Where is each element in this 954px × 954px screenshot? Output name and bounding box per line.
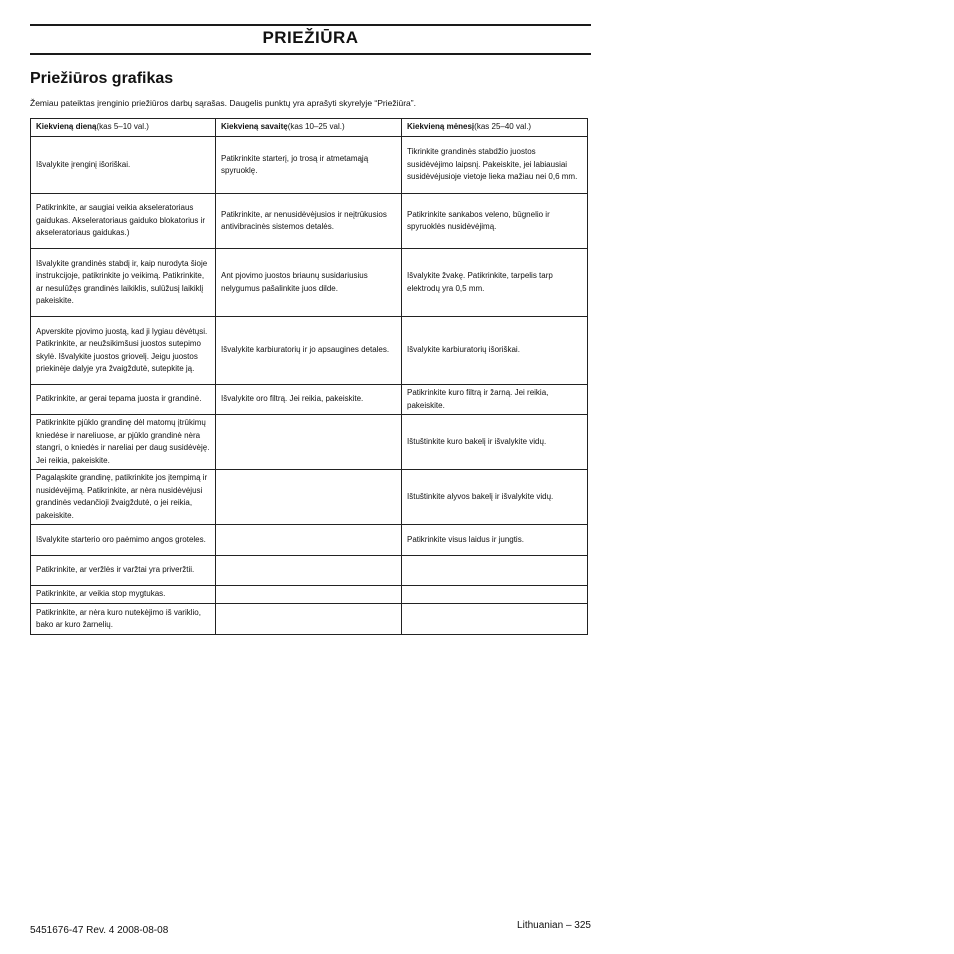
table-cell: Tikrinkite grandinės stabdžio juostos susidėvėjimo laipsnį. Pakeiskite, jei labiausiai susidėvėjusioje vietoje lieka mažiau nei 0,6 mm. — [402, 137, 588, 194]
table-cell: Patikrinkite starterį, jo trosą ir atmetamąją spyruoklę. — [216, 137, 402, 194]
table-cell: Patikrinkite, ar nenusidėvėjusios ir neįtrūkusios antivibracinės sistemos detalės. — [216, 194, 402, 249]
table-row — [31, 385, 588, 415]
table-cell — [402, 604, 588, 635]
document-id: 5451676-47 Rev. 4 2008-08-08 — [30, 925, 169, 936]
table-row — [31, 249, 588, 317]
header-daily-label: Kiekvieną dieną — [36, 122, 97, 132]
table-cell: Ištuštinkite kuro bakelį ir išvalykite vidų. — [402, 415, 588, 470]
table-cell: Išvalykite starterio oro paėmimo angos groteles. — [31, 525, 216, 556]
table-row — [31, 470, 588, 525]
header-monthly — [402, 119, 588, 137]
table-header-row — [31, 119, 588, 137]
table-cell: Patikrinkite, ar nėra kuro nutekėjimo iš variklio, bako ar kuro žarnelių. — [31, 604, 216, 635]
table-cell — [216, 525, 402, 556]
table-cell: Išvalykite karbiuratorių ir jo apsaugines detales. — [216, 317, 402, 385]
table-row — [31, 525, 588, 556]
table-cell: Patikrinkite kuro filtrą ir žarną. Jei reikia, pakeiskite. — [402, 385, 588, 415]
table-cell — [216, 470, 402, 525]
table-cell: Apverskite pjovimo juostą, kad ji lygiau dėvėtųsi. Patikrinkite, ar neužsikimšusi juostos sutepimo skylė. Išvalykite juostos griovelį. Jeigu juostos priekinėje dalyje yra žvaigždutė, sutepkite ją. — [31, 317, 216, 385]
table-row — [31, 604, 588, 635]
table-cell: Patikrinkite, ar gerai tepama juosta ir grandinė. — [31, 385, 216, 415]
page-title: PRIEŽIŪRA — [262, 28, 359, 47]
table-cell — [216, 604, 402, 635]
header-weekly-interval: (kas 10–25 val.) — [287, 122, 345, 132]
header-daily-interval: (kas 5–10 val.) — [96, 122, 149, 132]
table-cell: Patikrinkite pjūklo grandinę dėl matomų įtrūkimų kniedėse ir nareliuose, ar pjūklo grandinė nėra stangri, o kniedės ir nareliai per daug susidėvėję. Jei reikia, pakeiskite. — [31, 415, 216, 470]
header-monthly-interval: (kas 25–40 val.) — [474, 122, 532, 132]
table-cell: Išvalykite grandinės stabdį ir, kaip nurodyta šioje instrukcijoje, patikrinkite jo veikimą. Patikrinkite, ar nesulūžęs grandinės laikiklis, sulūžusį laikiklį pakeiskite. — [31, 249, 216, 317]
table-row — [31, 317, 588, 385]
table-cell: Išvalykite karbiuratorių išoriškai. — [402, 317, 588, 385]
table-cell: Patikrinkite, ar veikia stop mygtukas. — [31, 586, 216, 604]
table-cell — [216, 556, 402, 586]
table-row — [31, 415, 588, 470]
header-weekly — [216, 119, 402, 137]
table-cell: Išvalykite žvakę. Patikrinkite, tarpelis tarp elektrodų yra 0,5 mm. — [402, 249, 588, 317]
table-cell — [216, 586, 402, 604]
table-cell: Ant pjovimo juostos briaunų susidariusius nelygumus pašalinkite juos dilde. — [216, 249, 402, 317]
table-cell: Ištuštinkite alyvos bakelį ir išvalykite vidų. — [402, 470, 588, 525]
header-daily — [31, 119, 216, 137]
table-cell: Išvalykite oro filtrą. Jei reikia, pakeiskite. — [216, 385, 402, 415]
maintenance-schedule-table — [30, 118, 588, 635]
page-number: Lithuanian – 325 — [517, 920, 591, 931]
table-cell: Patikrinkite sankabos veleno, būgnelio ir spyruoklės nusidėvėjimą. — [402, 194, 588, 249]
header-weekly-label: Kiekvieną savaitę — [221, 122, 288, 132]
table-cell: Pagaląskite grandinę, patikrinkite jos įtempimą ir nusidėvėjimą. Patikrinkite, ar nėra nusidėvėjusi grandinės vedančioji žvaigždutė, o jei reikia, pakeiskite. — [31, 470, 216, 525]
table-row — [31, 586, 588, 604]
table-cell — [216, 415, 402, 470]
table-row — [31, 556, 588, 586]
table-cell: Patikrinkite visus laidus ir jungtis. — [402, 525, 588, 556]
table-cell: Išvalykite įrenginį išoriškai. — [31, 137, 216, 194]
intro-text: Žemiau pateiktas įrenginio priežiūros darbų sąrašas. Daugelis punktų yra aprašyti skyrelyje “Priežiūra”. — [30, 98, 416, 108]
table-cell — [402, 586, 588, 604]
table-row — [31, 194, 588, 249]
table-cell — [402, 556, 588, 586]
table-cell: Patikrinkite, ar veržlės ir varžtai yra priveržtii. — [31, 556, 216, 586]
table-row — [31, 137, 588, 194]
section-title: Priežiūros grafikas — [30, 70, 174, 87]
table-cell: Patikrinkite, ar saugiai veikia akseleratoriaus gaidukas. Akseleratoriaus gaiduko blokatorius ir akseleratoriaus gaidukas.) — [31, 194, 216, 249]
header-bottom-rule — [30, 53, 591, 55]
header-monthly-label: Kiekvieną mėnesį — [407, 122, 475, 132]
header-top-rule — [30, 24, 591, 26]
